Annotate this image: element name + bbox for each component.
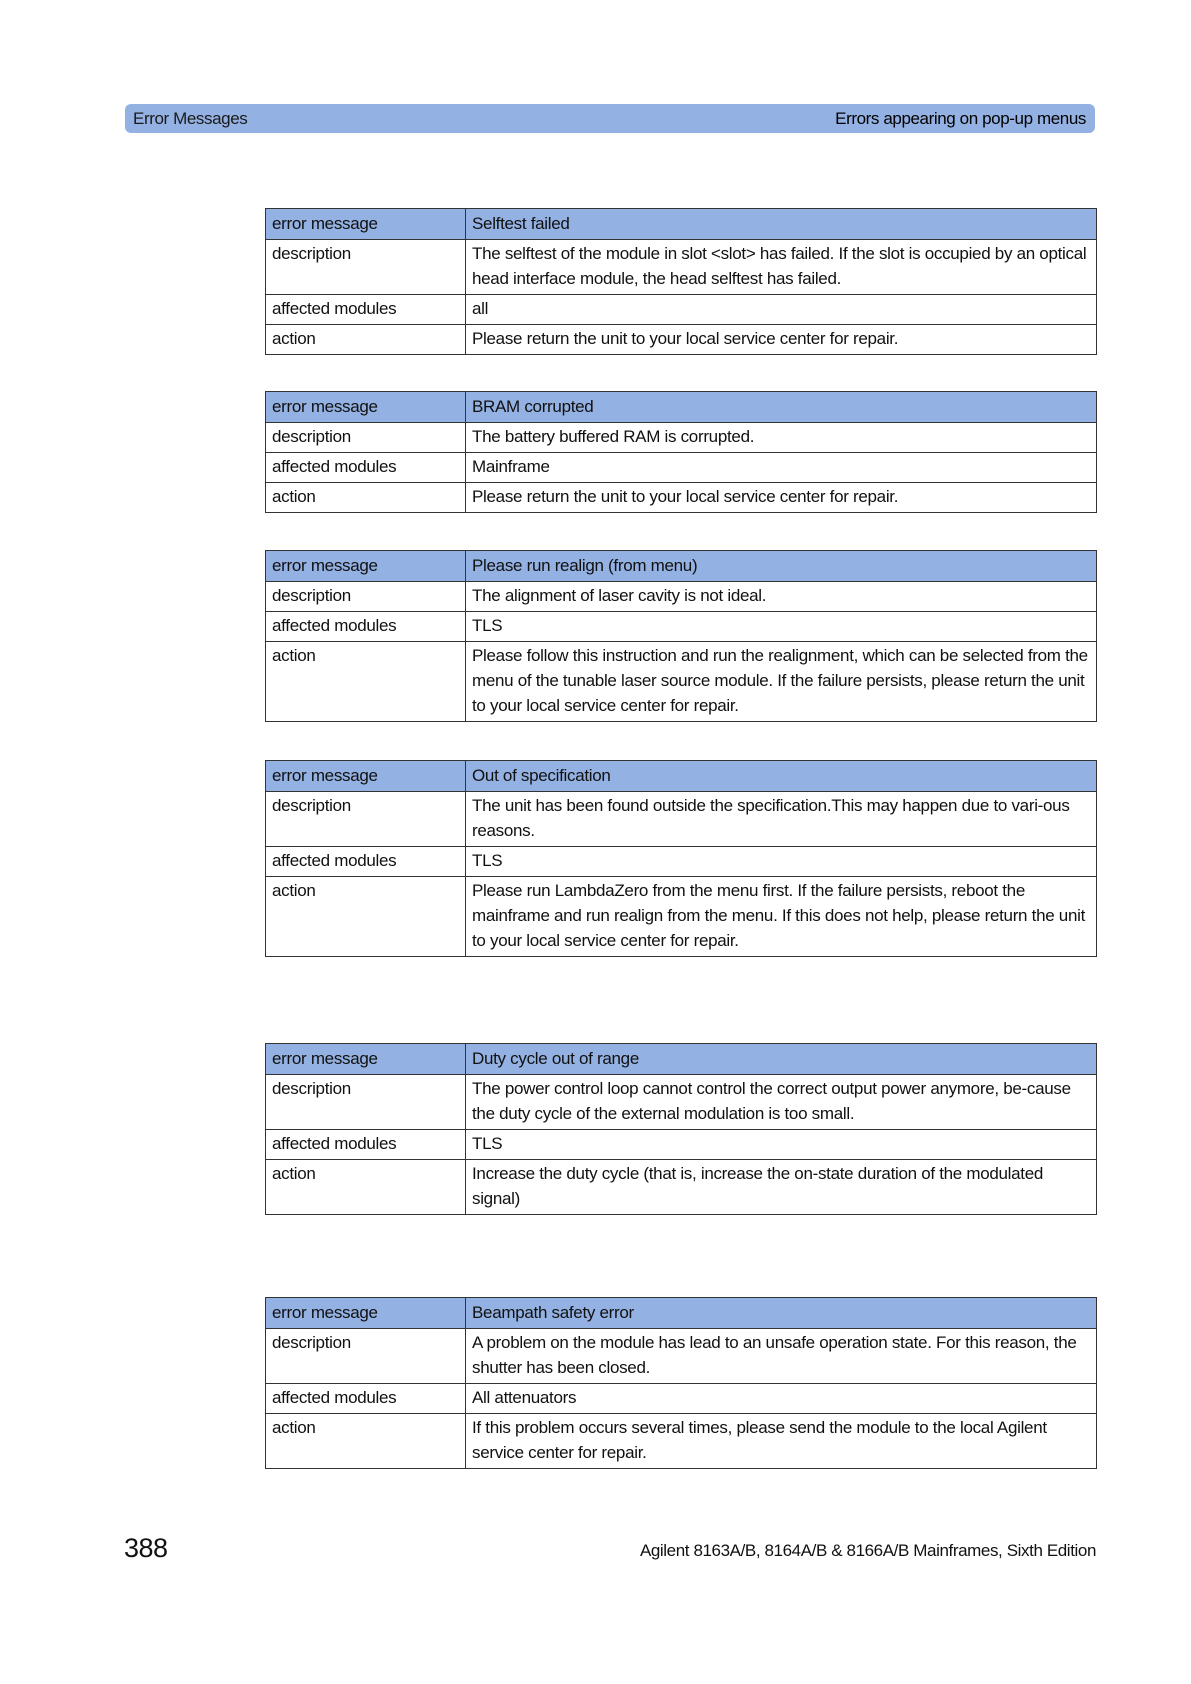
affected-modules-row — [266, 1384, 1097, 1414]
error-table-selftest-failed — [265, 208, 1097, 355]
action-label: action — [266, 642, 466, 722]
affected-modules-row — [266, 295, 1097, 325]
error-table-beampath-safety — [265, 1297, 1097, 1469]
description-value: A problem on the module has lead to an unsafe operation state. For this reason, the shutter has been closed. — [466, 1329, 1097, 1384]
affected-modules-label: affected modules — [266, 1384, 466, 1414]
description-row — [266, 240, 1097, 295]
error-message-row — [266, 761, 1097, 792]
error-message-label: error message — [266, 209, 466, 240]
action-value: Please follow this instruction and run the realignment, which can be selected from the menu of the tunable laser source module. If the failure persists, please return the unit to your local service center for repair. — [466, 642, 1097, 722]
action-row — [266, 877, 1097, 957]
affected-modules-label: affected modules — [266, 847, 466, 877]
description-row — [266, 582, 1097, 612]
action-value: Increase the duty cycle (that is, increase the on-state duration of the modulated signal) — [466, 1160, 1097, 1215]
description-value: The unit has been found outside the specification.This may happen due to vari-ous reasons. — [466, 792, 1097, 847]
affected-modules-label: affected modules — [266, 295, 466, 325]
affected-modules-value: all — [466, 295, 1097, 325]
affected-modules-row — [266, 1130, 1097, 1160]
affected-modules-row — [266, 453, 1097, 483]
affected-modules-label: affected modules — [266, 612, 466, 642]
action-label: action — [266, 483, 466, 513]
error-message-row — [266, 392, 1097, 423]
affected-modules-label: affected modules — [266, 453, 466, 483]
error-table-run-realign — [265, 550, 1097, 722]
footer-title: Agilent 8163A/B, 8164A/B & 8166A/B Mainframes, Sixth Edition — [639, 1541, 1096, 1560]
action-value: If this problem occurs several times, please send the module to the local Agilent service center for repair. — [466, 1414, 1097, 1469]
error-message-row — [266, 551, 1097, 582]
description-label: description — [266, 423, 466, 453]
action-row — [266, 483, 1097, 513]
error-table-duty-cycle — [265, 1043, 1097, 1215]
error-message-value: Please run realign (from menu) — [466, 551, 1097, 582]
section-title: Errors appearing on pop-up menus — [835, 108, 1086, 128]
description-value: The battery buffered RAM is corrupted. — [466, 423, 1097, 453]
action-value: Please return the unit to your local service center for repair. — [466, 483, 1097, 513]
description-value: The alignment of laser cavity is not ideal. — [466, 582, 1097, 612]
affected-modules-label: affected modules — [266, 1130, 466, 1160]
action-label: action — [266, 325, 466, 355]
chapter-title: Error Messages — [133, 108, 248, 128]
action-row — [266, 1414, 1097, 1469]
error-message-label: error message — [266, 551, 466, 582]
description-row — [266, 1329, 1097, 1384]
page-number: 388 — [124, 1533, 168, 1563]
error-message-value: Out of specification — [466, 761, 1097, 792]
description-row — [266, 792, 1097, 847]
affected-modules-value: All attenuators — [466, 1384, 1097, 1414]
error-table-out-of-specification — [265, 760, 1097, 957]
description-row — [266, 1075, 1097, 1130]
description-row — [266, 423, 1097, 453]
affected-modules-value: TLS — [466, 847, 1097, 877]
action-row — [266, 642, 1097, 722]
action-row — [266, 1160, 1097, 1215]
error-message-row — [266, 1298, 1097, 1329]
description-label: description — [266, 792, 466, 847]
error-message-label: error message — [266, 392, 466, 423]
error-message-row — [266, 209, 1097, 240]
error-message-value: Selftest failed — [466, 209, 1097, 240]
action-label: action — [266, 877, 466, 957]
description-label: description — [266, 1329, 466, 1384]
error-message-label: error message — [266, 1044, 466, 1075]
action-label: action — [266, 1160, 466, 1215]
affected-modules-value: TLS — [466, 612, 1097, 642]
affected-modules-row — [266, 612, 1097, 642]
error-message-value: BRAM corrupted — [466, 392, 1097, 423]
section-header-bar — [125, 104, 1095, 133]
description-label: description — [266, 1075, 466, 1130]
error-message-label: error message — [266, 761, 466, 792]
description-label: description — [266, 582, 466, 612]
error-message-value: Duty cycle out of range — [466, 1044, 1097, 1075]
description-value: The power control loop cannot control the correct output power anymore, be-cause the duty cycle of the external modulation is too small. — [466, 1075, 1097, 1130]
affected-modules-value: TLS — [466, 1130, 1097, 1160]
description-value: The selftest of the module in slot <slot> has failed. If the slot is occupied by an optical head interface module, the head selftest has failed. — [466, 240, 1097, 295]
error-message-label: error message — [266, 1298, 466, 1329]
affected-modules-row — [266, 847, 1097, 877]
error-message-row — [266, 1044, 1097, 1075]
error-table-bram-corrupted — [265, 391, 1097, 513]
description-label: description — [266, 240, 466, 295]
action-value: Please run LambdaZero from the menu first. If the failure persists, reboot the mainframe and run realign from the menu. If this does not help, please return the unit to your local service center for repair. — [466, 877, 1097, 957]
action-value: Please return the unit to your local service center for repair. — [466, 325, 1097, 355]
affected-modules-value: Mainframe — [466, 453, 1097, 483]
error-message-value: Beampath safety error — [466, 1298, 1097, 1329]
action-row — [266, 325, 1097, 355]
action-label: action — [266, 1414, 466, 1469]
